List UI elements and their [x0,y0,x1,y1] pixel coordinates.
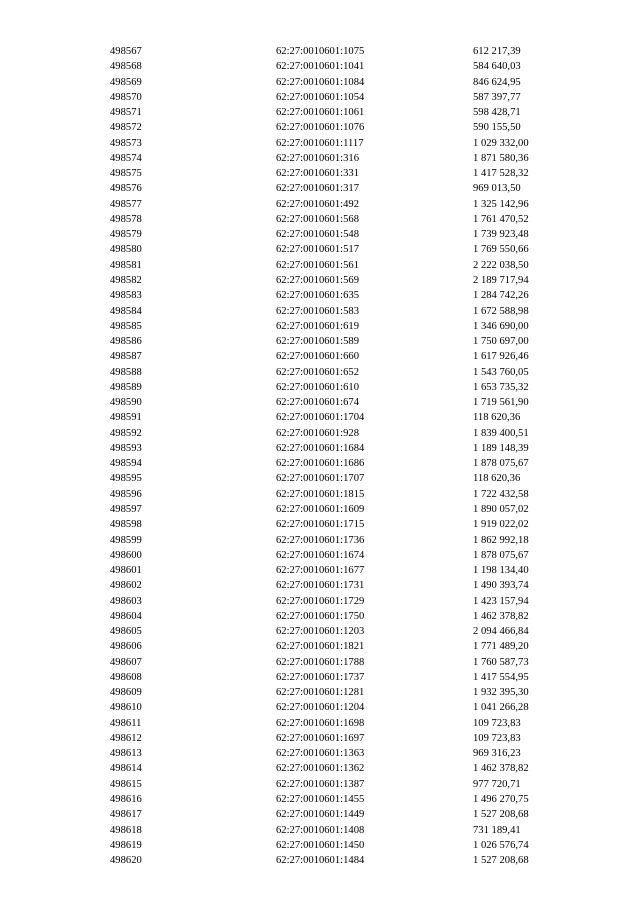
table-row [110,685,570,700]
row-number: 498596 [110,488,142,500]
table-row [110,807,570,822]
cadastral-value: 1 862 992,18 [473,534,529,546]
row-number: 498579 [110,229,142,241]
cadastral-value: 1 026 576,74 [473,839,529,851]
table-row [110,823,570,838]
row-number: 498597 [110,503,142,515]
cadastral-value: 1 871 580,36 [473,152,529,164]
cadastral-number: 62:27:0010601:331 [276,168,359,180]
table-row [110,563,570,578]
cadastral-value: 1 672 588,98 [473,305,529,317]
row-number: 498608 [110,671,142,683]
table-row [110,349,570,364]
cadastral-number: 62:27:0010601:1363 [276,748,365,760]
cadastral-value: 1 769 550,66 [473,244,529,256]
cadastral-value: 846 624,95 [473,76,521,88]
table-row [110,59,570,74]
table-row [110,319,570,334]
cadastral-number: 62:27:0010601:1484 [276,855,365,867]
cadastral-value: 1 719 561,90 [473,397,529,409]
row-number: 498617 [110,809,142,821]
table-row [110,136,570,151]
cadastral-number: 62:27:0010601:1041 [276,61,365,73]
row-number: 498620 [110,855,142,867]
cadastral-number: 62:27:0010601:1737 [276,671,365,683]
row-number: 498574 [110,152,142,164]
cadastral-number: 62:27:0010601:1731 [276,580,365,592]
cadastral-number: 62:27:0010601:1076 [276,122,365,134]
cadastral-number: 62:27:0010601:1084 [276,76,365,88]
cadastral-number: 62:27:0010601:1061 [276,107,365,119]
table-row [110,90,570,105]
cadastral-value: 612 217,39 [473,46,521,57]
row-number: 498606 [110,641,142,653]
cadastral-number: 62:27:0010601:1715 [276,519,365,531]
row-number: 498616 [110,794,142,806]
row-number: 498614 [110,763,142,775]
cadastral-value: 1 496 270,75 [473,794,529,806]
table-row [110,777,570,792]
cadastral-value: 1 543 760,05 [473,366,529,378]
row-number: 498591 [110,412,142,424]
cadastral-number: 62:27:0010601:316 [276,152,359,164]
table-row [110,197,570,212]
row-number: 498599 [110,534,142,546]
cadastral-value: 1 462 378,82 [473,610,529,622]
row-number: 498613 [110,748,142,760]
cadastral-number: 62:27:0010601:1281 [276,687,365,699]
row-number: 498571 [110,107,142,119]
cadastral-number: 62:27:0010601:1054 [276,91,365,103]
table-row [110,44,570,59]
cadastral-value: 977 720,71 [473,778,521,790]
cadastral-number: 62:27:0010601:1686 [276,458,365,470]
cadastral-number: 62:27:0010601:1609 [276,503,365,515]
cadastral-value: 1 890 057,02 [473,503,529,515]
cadastral-value: 1 760 587,73 [473,656,529,668]
table-row [110,166,570,181]
row-number: 498594 [110,458,142,470]
cadastral-number: 62:27:0010601:1736 [276,534,365,546]
cadastral-number: 62:27:0010601:1729 [276,595,365,607]
cadastral-number: 62:27:0010601:1387 [276,778,365,790]
cadastral-value: 731 189,41 [473,824,521,836]
table-row [110,548,570,563]
table-row [110,380,570,395]
row-number: 498602 [110,580,142,592]
table-row [110,395,570,410]
row-number: 498575 [110,168,142,180]
table-row [110,181,570,196]
cadastral-number: 62:27:0010601:674 [276,397,359,409]
cadastral-number: 62:27:0010601:610 [276,381,359,393]
table-row [110,609,570,624]
row-number: 498610 [110,702,142,714]
cadastral-number: 62:27:0010601:1821 [276,641,365,653]
cadastral-number: 62:27:0010601:635 [276,290,359,302]
table-row [110,365,570,380]
row-number: 498619 [110,839,142,851]
row-number: 498572 [110,122,142,134]
row-number: 498573 [110,137,142,149]
cadastral-value: 1 932 395,30 [473,687,529,699]
table-row [110,624,570,639]
table-row [110,212,570,227]
cadastral-value: 1 490 393,74 [473,580,529,592]
table-row [110,670,570,685]
table-row [110,716,570,731]
cadastral-value: 1 041 266,28 [473,702,529,714]
row-number: 498592 [110,427,142,439]
table-row [110,288,570,303]
table-row [110,410,570,425]
cadastral-value: 118 620,36 [473,412,521,424]
row-number: 498580 [110,244,142,256]
table-row [110,700,570,715]
row-number: 498612 [110,732,142,744]
row-number: 498569 [110,76,142,88]
cadastral-number: 62:27:0010601:1707 [276,473,365,485]
table-row [110,334,570,349]
cadastral-number: 62:27:0010601:492 [276,198,359,210]
cadastral-value: 109 723,83 [473,717,521,729]
cadastral-value: 1 346 690,00 [473,320,529,332]
row-number: 498604 [110,610,142,622]
cadastral-number: 62:27:0010601:1449 [276,809,365,821]
cadastral-number: 62:27:0010601:1684 [276,442,365,454]
cadastral-number: 62:27:0010601:1204 [276,702,365,714]
cadastral-value: 1 750 697,00 [473,336,529,348]
table-row [110,105,570,120]
row-number: 498577 [110,198,142,210]
cadastral-value: 1 739 923,48 [473,229,529,241]
cadastral-value: 1 462 378,82 [473,763,529,775]
row-number: 498568 [110,61,142,73]
cadastral-number: 62:27:0010601:569 [276,274,359,286]
cadastral-number: 62:27:0010601:317 [276,183,359,195]
cadastral-value: 1 761 470,52 [473,213,529,225]
table-row [110,227,570,242]
cadastral-number: 62:27:0010601:583 [276,305,359,317]
cadastral-number: 62:27:0010601:1697 [276,732,365,744]
cadastral-value: 1 722 432,58 [473,488,529,500]
row-number: 498588 [110,366,142,378]
row-number: 498567 [110,46,142,57]
table-row [110,75,570,90]
cadastral-number: 62:27:0010601:1075 [276,46,365,57]
table-row [110,242,570,257]
table-row [110,258,570,273]
row-number: 498607 [110,656,142,668]
table-row [110,853,570,868]
cadastral-number: 62:27:0010601:1117 [276,137,364,149]
row-number: 498609 [110,687,142,699]
row-number: 498605 [110,626,142,638]
cadastral-number: 62:27:0010601:652 [276,366,359,378]
row-number: 498570 [110,91,142,103]
table-row [110,120,570,135]
cadastral-value: 1 325 142,96 [473,198,529,210]
row-number: 498618 [110,824,142,836]
row-number: 498593 [110,442,142,454]
cadastral-value: 584 640,03 [473,61,521,73]
row-number: 498576 [110,183,142,195]
cadastral-number: 62:27:0010601:1455 [276,794,365,806]
cadastral-value: 1 919 022,02 [473,519,529,531]
cadastral-number: 62:27:0010601:1815 [276,488,365,500]
cadastral-number: 62:27:0010601:1704 [276,412,365,424]
row-number: 498586 [110,336,142,348]
row-number: 498581 [110,259,142,271]
table-row [110,578,570,593]
cadastral-number: 62:27:0010601:1750 [276,610,365,622]
cadastral-number: 62:27:0010601:1450 [276,839,365,851]
cadastral-number: 62:27:0010601:1788 [276,656,365,668]
row-number: 498582 [110,274,142,286]
row-number: 498603 [110,595,142,607]
cadastral-value: 1 527 208,68 [473,855,529,867]
cadastral-value: 1 771 489,20 [473,641,529,653]
cadastral-number: 62:27:0010601:1674 [276,549,365,561]
cadastral-number: 62:27:0010601:561 [276,259,359,271]
cadastral-number: 62:27:0010601:1203 [276,626,365,638]
table-row [110,502,570,517]
table-row [110,426,570,441]
cadastral-value: 2 222 038,50 [473,259,529,271]
cadastral-value: 969 013,50 [473,183,521,195]
cadastral-value: 1 417 554,95 [473,671,529,683]
cadastral-value: 1 417 528,32 [473,168,529,180]
cadastral-value: 1 284 742,26 [473,290,529,302]
cadastral-value: 587 397,77 [473,91,521,103]
table-row [110,731,570,746]
cadastral-value: 969 316,23 [473,748,521,760]
row-number: 498601 [110,565,142,577]
row-number: 498590 [110,397,142,409]
cadastral-value: 1 878 075,67 [473,549,529,561]
cadastral-number: 62:27:0010601:548 [276,229,359,241]
cadastral-number: 62:27:0010601:1408 [276,824,365,836]
row-number: 498583 [110,290,142,302]
row-number: 498595 [110,473,142,485]
cadastral-value: 1 527 208,68 [473,809,529,821]
table-row [110,761,570,776]
cadastral-value: 2 189 717,94 [473,274,529,286]
cadastral-value: 118 620,36 [473,473,521,485]
table-row [110,517,570,532]
cadastral-value: 1 839 400,51 [473,427,529,439]
cadastral-number: 62:27:0010601:1362 [276,763,365,775]
data-table [110,44,570,868]
cadastral-number: 62:27:0010601:568 [276,213,359,225]
cadastral-number: 62:27:0010601:1698 [276,717,365,729]
table-row [110,746,570,761]
table-row [110,792,570,807]
row-number: 498585 [110,320,142,332]
table-row [110,838,570,853]
row-number: 498615 [110,778,142,790]
table-row [110,304,570,319]
table-row [110,639,570,654]
cadastral-number: 62:27:0010601:1677 [276,565,365,577]
cadastral-number: 62:27:0010601:517 [276,244,359,256]
cadastral-number: 62:27:0010601:589 [276,336,359,348]
row-number: 498611 [110,717,142,729]
cadastral-number: 62:27:0010601:619 [276,320,359,332]
table-row [110,456,570,471]
table-row [110,151,570,166]
table-row [110,655,570,670]
cadastral-value: 1 653 735,32 [473,381,529,393]
cadastral-value: 2 094 466,84 [473,626,529,638]
row-number: 498600 [110,549,142,561]
cadastral-value: 1 198 134,40 [473,565,529,577]
cadastral-value: 109 723,83 [473,732,521,744]
cadastral-value: 1 617 926,46 [473,351,529,363]
table-row [110,441,570,456]
cadastral-value: 590 155,50 [473,122,521,134]
row-number: 498598 [110,519,142,531]
cadastral-value: 1 878 075,67 [473,458,529,470]
cadastral-number: 62:27:0010601:660 [276,351,359,363]
table-row [110,273,570,288]
row-number: 498587 [110,351,142,363]
table-row [110,533,570,548]
cadastral-value: 1 189 148,39 [473,442,529,454]
row-number: 498589 [110,381,142,393]
cadastral-value: 598 428,71 [473,107,521,119]
cadastral-value: 1 029 332,00 [473,137,529,149]
table-row [110,471,570,486]
row-number: 498578 [110,213,142,225]
cadastral-value: 1 423 157,94 [473,595,529,607]
row-number: 498584 [110,305,142,317]
table-row [110,487,570,502]
cadastral-number: 62:27:0010601:928 [276,427,359,439]
table-row [110,594,570,609]
